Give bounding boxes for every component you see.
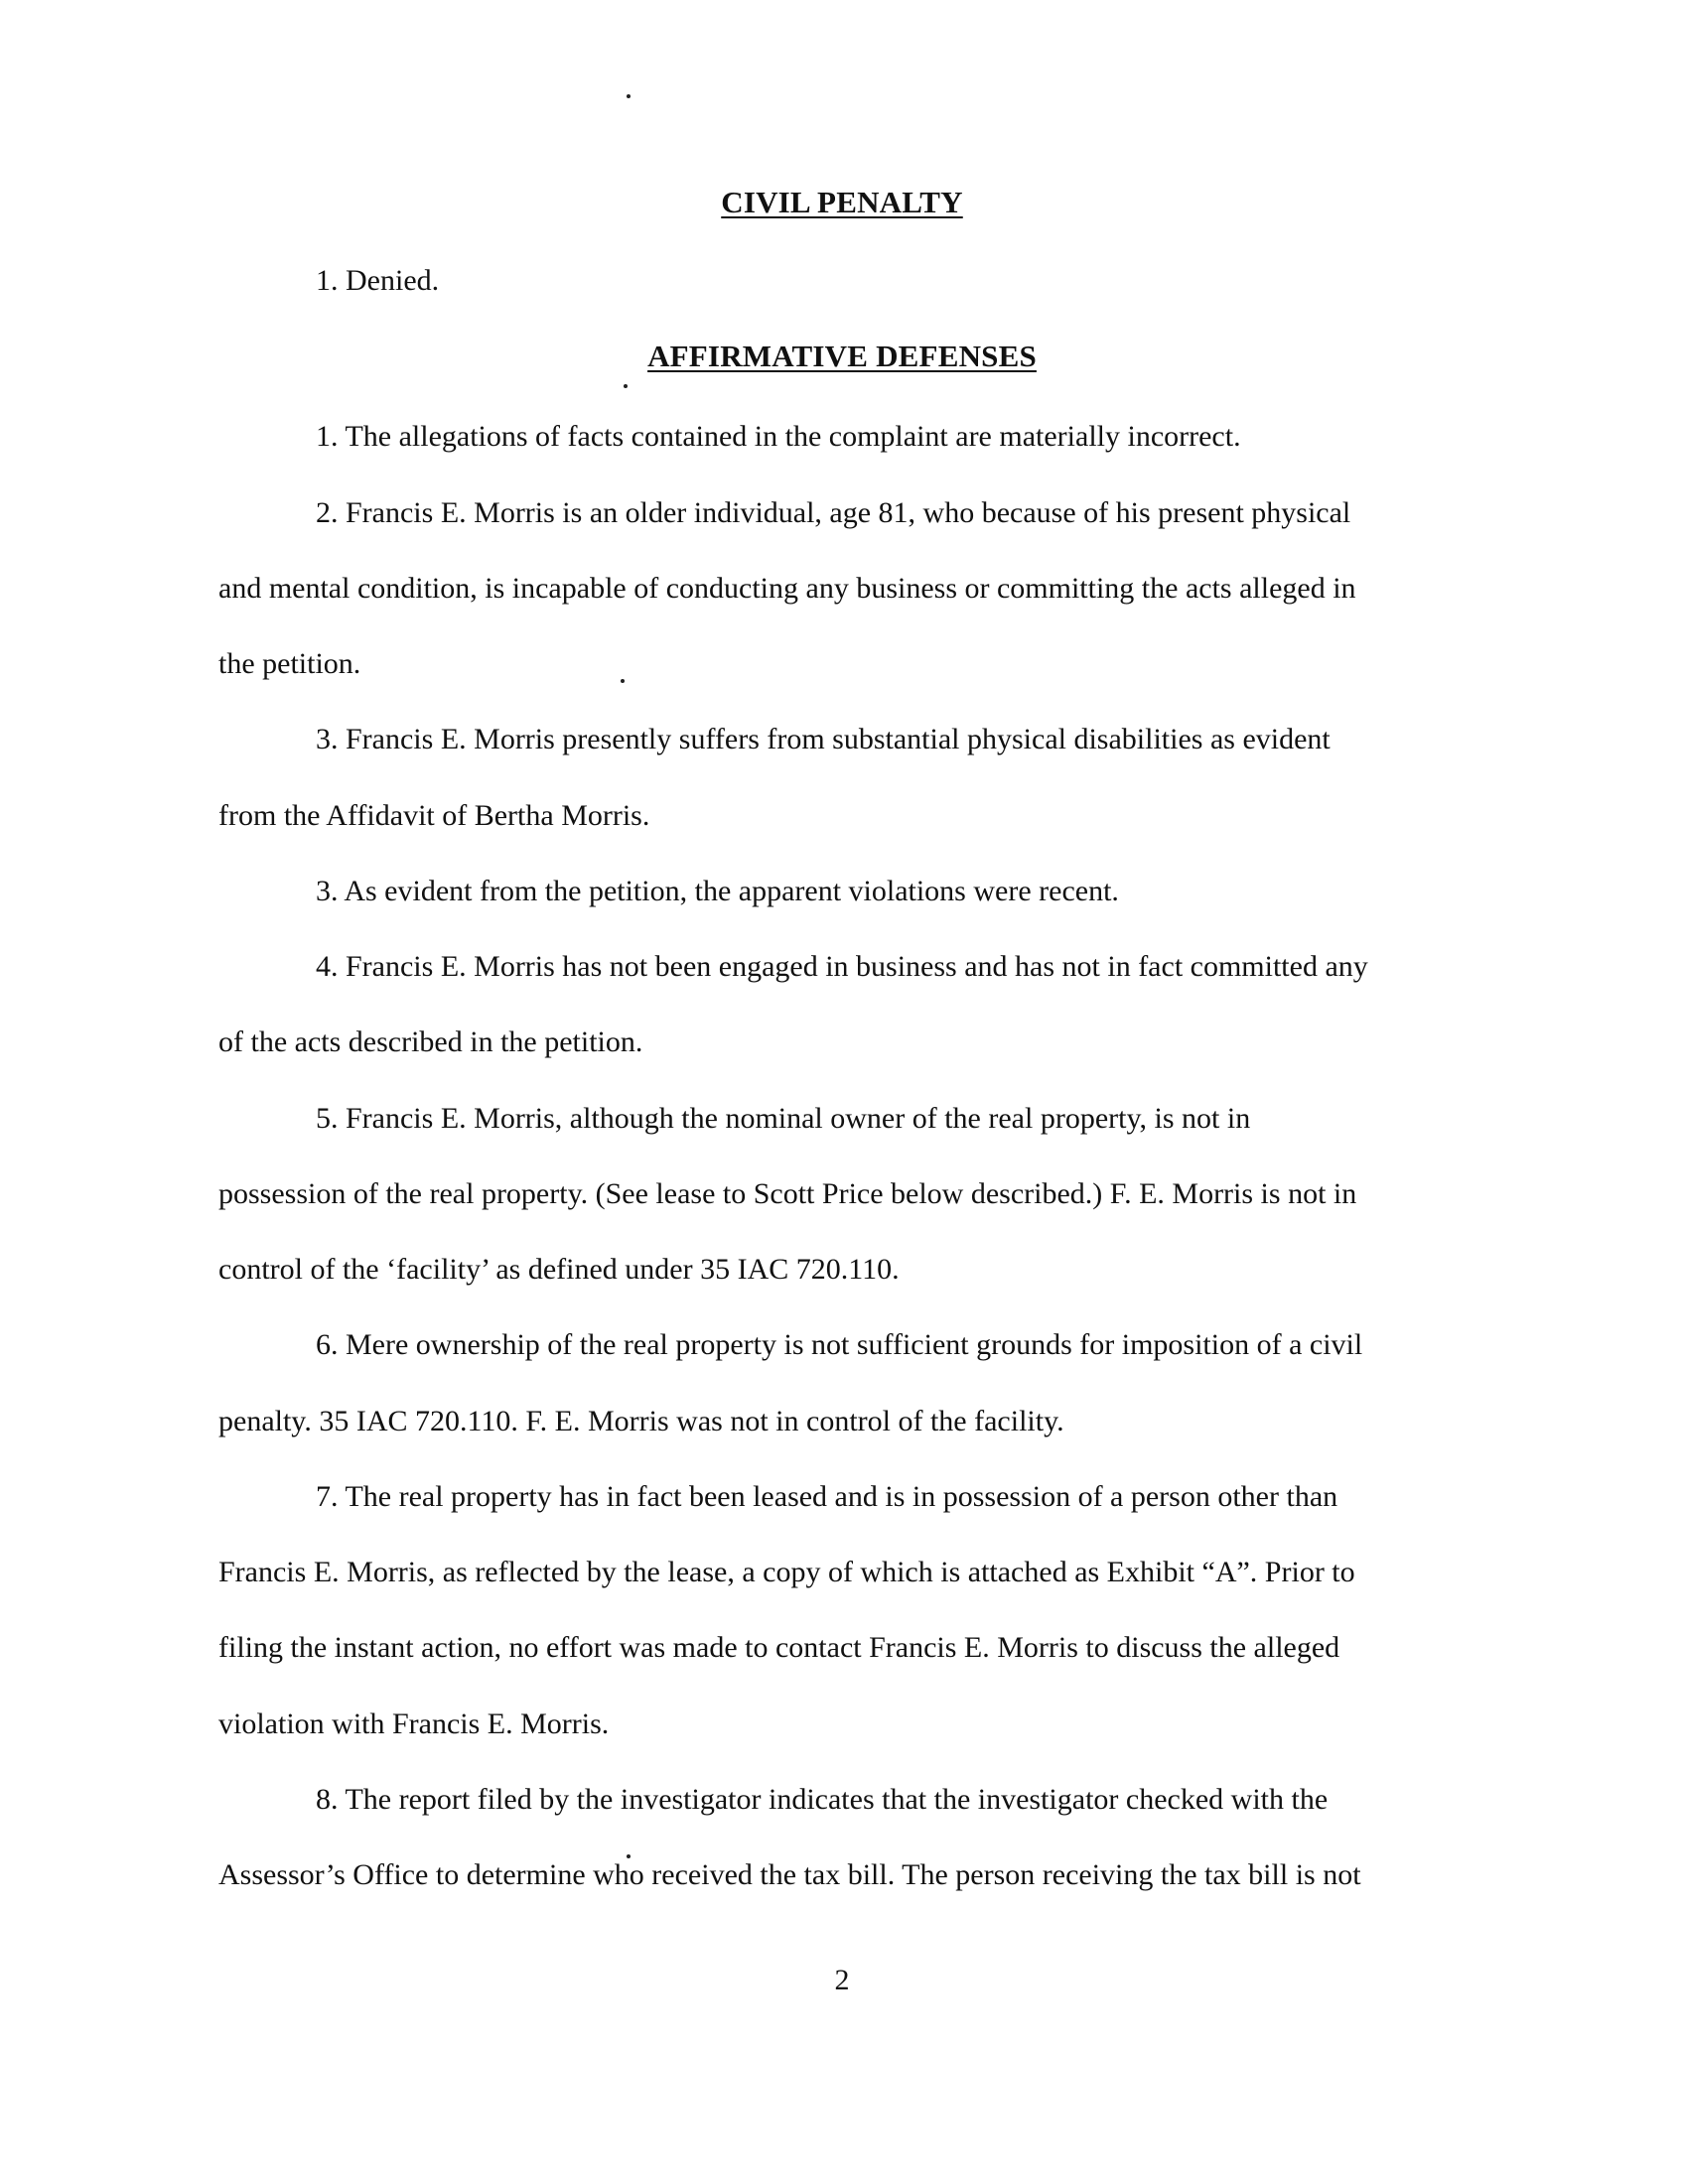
paragraph-line: possession of the real property. (See lease to Scott Price below described.) F. E. Morris is not in [218, 1177, 1357, 1210]
page-number: 2 [834, 1964, 850, 1996]
scan-speck [621, 679, 625, 683]
paragraph-line: 4. Francis E. Morris has not been engaged in business and has not in fact committed any [316, 950, 1368, 983]
paragraph-line: filing the instant action, no effort was made to contact Francis E. Morris to discuss the alleged [218, 1631, 1340, 1664]
civil-penalty-item: 1. Denied. [316, 264, 440, 297]
scan-speck [624, 384, 628, 388]
paragraph-line: and mental condition, is incapable of conducting any business or committing the acts alleged in [218, 572, 1356, 605]
scan-speck [627, 94, 631, 98]
heading-civil-penalty: CIVIL PENALTY [721, 185, 963, 219]
paragraph-line: from the Affidavit of Bertha Morris. [218, 799, 650, 832]
paragraph-line: 2. Francis E. Morris is an older individual, age 81, who because of his present physical [316, 496, 1351, 529]
paragraph-line: violation with Francis E. Morris. [218, 1707, 610, 1740]
paragraph-line: the petition. [218, 647, 361, 680]
paragraph-line: of the acts described in the petition. [218, 1025, 643, 1058]
paragraph-line: 6. Mere ownership of the real property is not sufficient grounds for imposition of a civil [316, 1328, 1363, 1361]
paragraph-line: 3. As evident from the petition, the apparent violations were recent. [316, 875, 1119, 907]
paragraph-line: 5. Francis E. Morris, although the nominal owner of the real property, is not in [316, 1102, 1251, 1135]
paragraph-line: 3. Francis E. Morris presently suffers from substantial physical disabilities as evident [316, 723, 1331, 755]
paragraph-line: 1. The allegations of facts contained in the complaint are materially incorrect. [316, 420, 1241, 453]
paragraph-line: penalty. 35 IAC 720.110. F. E. Morris was not in control of the facility. [218, 1405, 1064, 1437]
paragraph-line: Francis E. Morris, as reflected by the lease, a copy of which is attached as Exhibit “A”. Prior to [218, 1556, 1355, 1588]
paragraph-line: Assessor’s Office to determine who received the tax bill. The person receiving the tax bill is not [218, 1858, 1361, 1891]
paragraph-line: 7. The real property has in fact been leased and is in possession of a person other than [316, 1480, 1338, 1513]
heading-affirmative-defenses: AFFIRMATIVE DEFENSES [647, 339, 1037, 373]
paragraph-line: control of the ‘facility’ as defined under 35 IAC 720.110. [218, 1253, 900, 1286]
paragraph-line: 8. The report filed by the investigator indicates that the investigator checked with the [316, 1783, 1329, 1816]
